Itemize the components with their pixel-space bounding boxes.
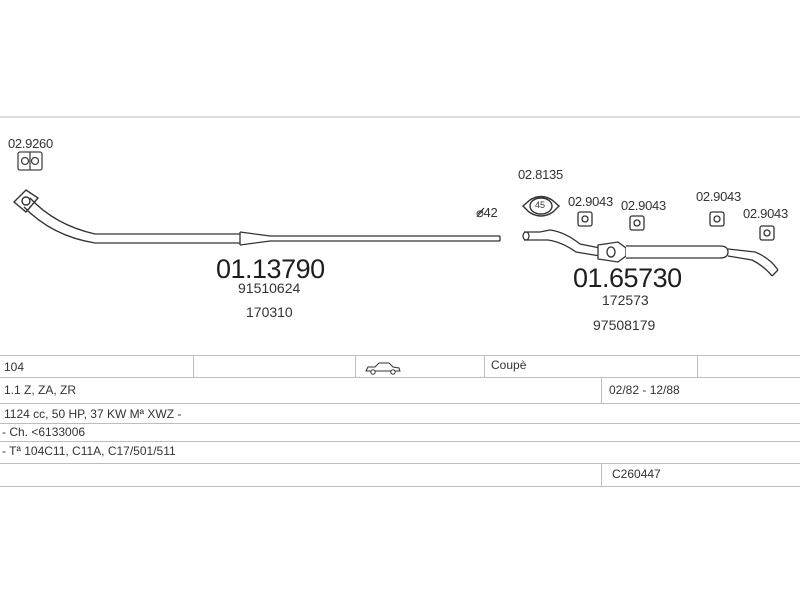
production-years: 02/82 - 12/88 [609,383,680,397]
rubber-mount-icon [578,212,592,226]
table-row [0,463,800,487]
front-pipe-ref-number: 170310 [246,304,293,320]
rubber-mount-icon [630,216,644,230]
body-type: Coupè [491,358,527,372]
engine-codes: 1.1 Z, ZA, ZR [4,383,77,397]
pipe-diameter-label: ⌀42 [476,205,498,220]
catalog-code: C260447 [612,467,661,481]
front-pipe-oem-number: 91510624 [238,280,301,296]
rubber-mount-part-number: 02.9043 [621,198,666,213]
table-row [0,377,800,404]
rear-silencer-oem-number: 97508179 [593,317,656,333]
table-row [0,423,800,442]
table-row [0,403,800,424]
rubber-mount-part-number: 02.9043 [696,189,741,204]
chassis-range: - Ch. <6133006 [2,425,86,439]
rubber-mount-part-number: 02.9043 [743,206,788,221]
rubber-mount-icon [760,226,774,240]
hanger-ring-part-number: 02.8135 [518,167,563,182]
clamp-icon [18,152,42,170]
hanger-ring-size: 45 [535,200,546,210]
engine-spec: 1124 cc, 50 HP, 37 KW Mª XWZ - [4,407,182,421]
car-icon [364,360,402,376]
front-pipe-shape [24,198,500,245]
clamp-part-number: 02.9260 [8,136,53,151]
rubber-mount-part-number: 02.9043 [568,194,613,209]
vehicle-model: 104 [4,360,25,374]
rear-silencer-part-number: 01.65730 [573,263,682,293]
rubber-mount-icon [710,212,724,226]
front-pipe-part-number: 01.13790 [216,254,325,284]
table-row [0,355,800,378]
type-codes: - Tª 104C11, C11A, C17/501/511 [2,444,176,458]
rear-silencer-oem-number: 172573 [602,292,649,308]
table-row [0,441,800,464]
